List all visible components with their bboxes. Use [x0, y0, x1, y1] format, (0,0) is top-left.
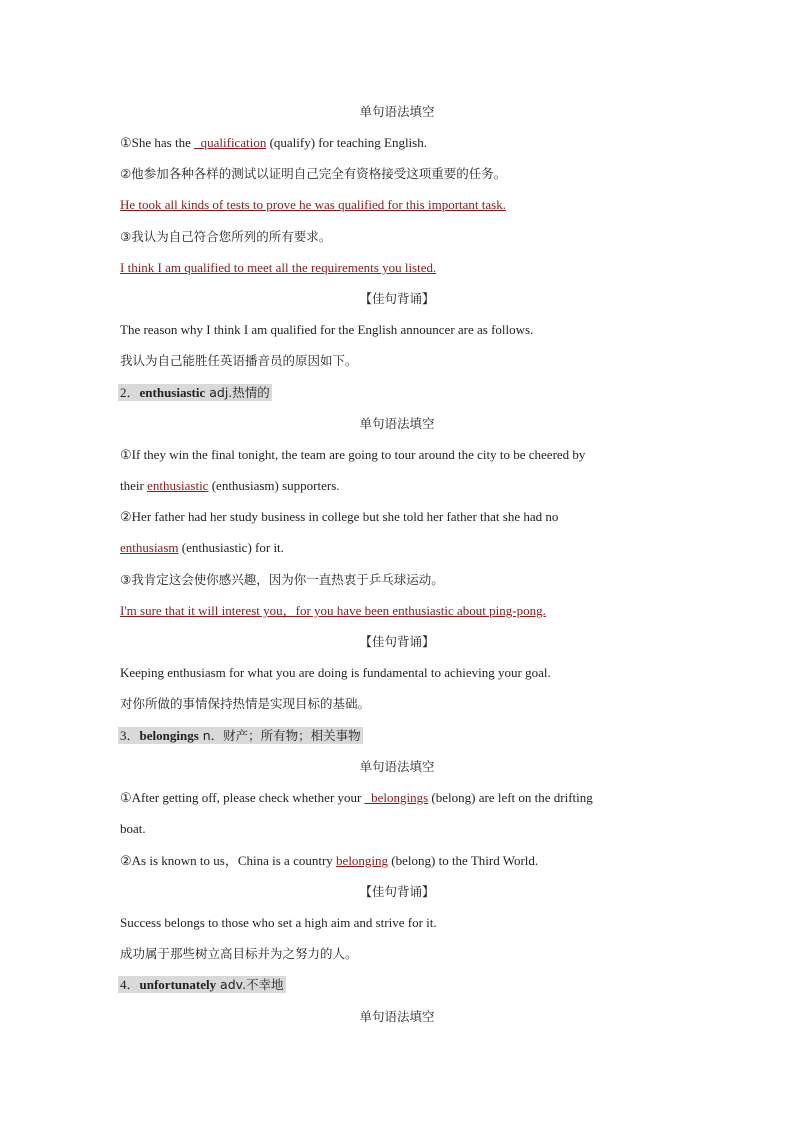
s3-title-def: n．财产；所有物；相关事物 [198, 728, 361, 743]
s1-q1-post: (qualify) for teaching English. [266, 135, 427, 150]
s2-q1-post: (enthusiasm) supporters. [208, 478, 340, 493]
s3-title-num: 3． [120, 728, 140, 743]
s4-title-num: 4． [120, 977, 140, 992]
s2-q3-answer: I'm sure that it will interest you，for you have been enthusiastic about ping-pong. [120, 603, 546, 618]
s2-q1-pre: their [120, 478, 148, 493]
s2-q2-line1: ②Her father had her study business in college but she told her father that she had no [120, 509, 559, 524]
s3-q2-answer: belonging [336, 853, 389, 868]
s2-q1-line2 [120, 477, 340, 495]
s4-title-highlight [118, 976, 286, 993]
s2-title-def: adj.热情的 [205, 385, 270, 400]
s1-recite-cn: 我认为自己能胜任英语播音员的原因如下。 [120, 353, 358, 368]
s2-q2-answer: enthusiasm [120, 540, 179, 555]
s3-q1-answer: _belongings [364, 790, 429, 805]
s2-q3: ③我肯定这会使你感兴趣，因为你一直热衷于乒乓球运动。 [120, 572, 444, 587]
s1-q2: ②他参加各种各样的测试以证明自己完全有资格接受这项重要的任务。 [120, 166, 507, 181]
s1-q1-pre: ①She has the [120, 135, 195, 150]
s2-q2-post: (enthusiastic) for it. [178, 540, 284, 555]
s2-title [120, 384, 272, 402]
s3-recite-cn: 成功属于那些树立高目标并为之努力的人。 [120, 946, 358, 961]
heading-fill-1: 单句语法填空 [359, 104, 435, 119]
s2-recite-en: Keeping enthusiasm for what you are doing is fundamental to achieving your goal. [120, 665, 551, 680]
s2-title-highlight [118, 384, 272, 401]
s4-title [120, 976, 286, 994]
s4-title-def: adv.不幸地 [216, 977, 284, 992]
s1-recite-en: The reason why I think I am qualified for the English announcer are as follows. [120, 322, 534, 337]
s3-title-word: belongings [139, 728, 199, 743]
s2-title-word: enthusiastic [139, 385, 206, 400]
heading-fill-2: 单句语法填空 [359, 416, 435, 431]
heading-recite-1: 【佳句背诵】 [359, 291, 435, 306]
s3-title-highlight [118, 727, 363, 744]
s3-q2 [120, 852, 538, 870]
s3-q1-post: (belong) are left on the drifting [428, 790, 593, 805]
s3-q1-cont: boat. [120, 821, 146, 836]
s3-q2-post: (belong) to the Third World. [388, 853, 539, 868]
s3-recite-en: Success belongs to those who set a high aim and strive for it. [120, 915, 437, 930]
s4-title-word: unfortunately [139, 977, 217, 992]
s1-q1-answer: _qualification [194, 135, 267, 150]
heading-recite-3: 【佳句背诵】 [359, 884, 435, 899]
heading-fill-4: 单句语法填空 [359, 1009, 435, 1024]
s2-q1-answer: enthusiastic [147, 478, 209, 493]
s2-q1-line1: ①If they win the final tonight, the team are going to tour around the city to be cheered by [120, 447, 586, 462]
s3-q1-pre: ①After getting off, please check whether your [120, 790, 365, 805]
s2-q2-line2 [120, 539, 284, 557]
s2-recite-cn: 对你所做的事情保持热情是实现目标的基础。 [120, 696, 371, 711]
s1-q3-answer: I think I am qualified to meet all the requirements you listed. [120, 260, 437, 275]
s3-q1 [120, 789, 593, 807]
s1-q2-answer: He took all kinds of tests to prove he was qualified for this important task. [120, 197, 506, 212]
s3-title [120, 727, 363, 745]
s3-q2-pre: ②As is known to us，China is a country [120, 853, 337, 868]
s1-q3: ③我认为自己符合您所列的所有要求。 [120, 229, 332, 244]
heading-fill-3: 单句语法填空 [359, 759, 435, 774]
heading-recite-2: 【佳句背诵】 [359, 634, 435, 649]
s2-title-num: 2． [120, 385, 140, 400]
s1-q1 [120, 134, 427, 152]
